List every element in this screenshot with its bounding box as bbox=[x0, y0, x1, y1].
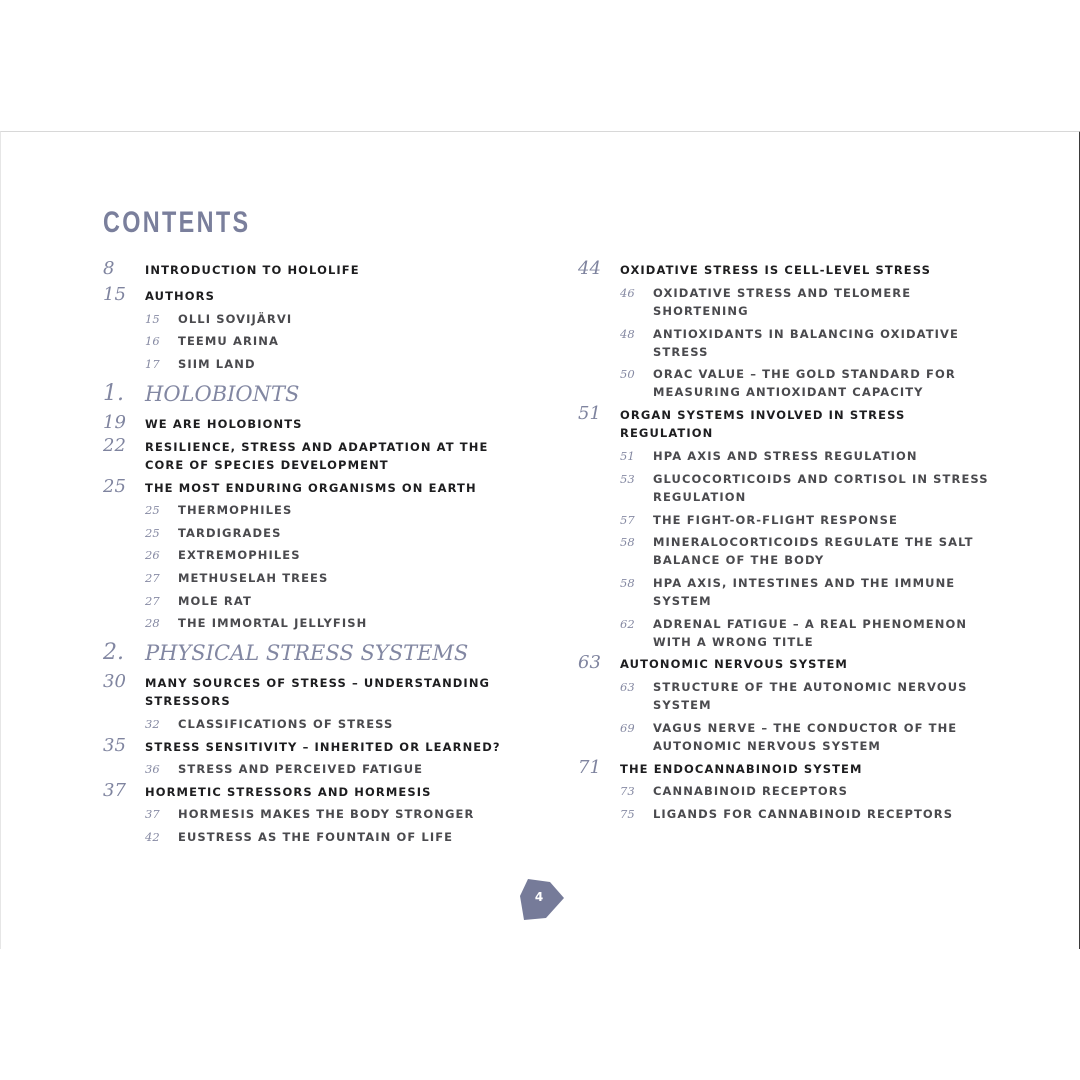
toc-page-number: 63 bbox=[578, 652, 601, 673]
toc-subsection-title[interactable]: METHUSELAH TREES bbox=[178, 571, 329, 585]
toc-chapter-title[interactable]: STRESS SENSITIVITY – INHERITED OR LEARNED? bbox=[145, 740, 501, 754]
toc-page-number: 25 bbox=[103, 476, 126, 497]
toc-chapter-title[interactable]: OXIDATIVE STRESS IS CELL-LEVEL STRESS bbox=[620, 263, 931, 277]
toc-subpage-number: 36 bbox=[145, 762, 160, 776]
toc-subpage-number: 58 bbox=[620, 576, 635, 590]
toc-subsection-title-continued[interactable]: MEASURING ANTIOXIDANT CAPACITY bbox=[653, 385, 924, 399]
toc-subsection-title[interactable]: OLLI SOVIJÄRVI bbox=[178, 312, 293, 326]
toc-subsection-title[interactable]: SIIM LAND bbox=[178, 357, 256, 371]
toc-subsection-title[interactable]: HPA AXIS AND STRESS REGULATION bbox=[653, 449, 918, 463]
toc-part-title[interactable]: PHYSICAL STRESS SYSTEMS bbox=[145, 641, 469, 665]
toc-page-number: 35 bbox=[103, 735, 126, 756]
toc-chapter-title[interactable]: THE MOST ENDURING ORGANISMS ON EARTH bbox=[145, 481, 477, 495]
toc-subpage-number: 62 bbox=[620, 617, 635, 631]
toc-chapter-title[interactable]: HORMETIC STRESSORS AND HORMESIS bbox=[145, 785, 432, 799]
toc-subpage-number: 63 bbox=[620, 680, 635, 694]
toc-chapter-title[interactable]: AUTHORS bbox=[145, 289, 215, 303]
toc-subsection-title[interactable]: CANNABINOID RECEPTORS bbox=[653, 784, 849, 798]
toc-subsection-title[interactable]: LIGANDS FOR CANNABINOID RECEPTORS bbox=[653, 807, 954, 821]
toc-subsection-title-continued[interactable]: STRESS bbox=[653, 345, 709, 359]
toc-subpage-number: 25 bbox=[145, 526, 160, 540]
toc-subpage-number: 48 bbox=[620, 327, 635, 341]
toc-page-number: 44 bbox=[578, 258, 601, 279]
page-title: CONTENTS bbox=[103, 206, 251, 239]
toc-subsection-title[interactable]: TEEMU ARINA bbox=[178, 334, 280, 348]
toc-subpage-number: 58 bbox=[620, 535, 635, 549]
toc-subsection-title-continued[interactable]: SYSTEM bbox=[653, 594, 712, 608]
toc-subpage-number: 51 bbox=[620, 449, 635, 463]
toc-subsection-title[interactable]: ORAC VALUE – THE GOLD STANDARD FOR bbox=[653, 367, 956, 381]
toc-subpage-number: 32 bbox=[145, 717, 160, 731]
toc-part-number: 2. bbox=[103, 640, 124, 665]
toc-subsection-title[interactable]: HPA AXIS, INTESTINES AND THE IMMUNE bbox=[653, 576, 956, 590]
toc-subpage-number: 46 bbox=[620, 286, 635, 300]
toc-subsection-title[interactable]: STRUCTURE OF THE AUTONOMIC NERVOUS bbox=[653, 680, 968, 694]
toc-page-number: 51 bbox=[578, 403, 601, 424]
toc-subsection-title[interactable]: THE FIGHT-OR-FLIGHT RESPONSE bbox=[653, 513, 898, 527]
toc-chapter-title-continued[interactable]: REGULATION bbox=[620, 426, 714, 440]
toc-subpage-number: 25 bbox=[145, 503, 160, 517]
toc-subpage-number: 73 bbox=[620, 784, 635, 798]
toc-subsection-title-continued[interactable]: WITH A WRONG TITLE bbox=[653, 635, 814, 649]
toc-subsection-title[interactable]: STRESS AND PERCEIVED FATIGUE bbox=[178, 762, 424, 776]
toc-subsection-title[interactable]: EXTREMOPHILES bbox=[178, 548, 301, 562]
toc-subpage-number: 28 bbox=[145, 616, 160, 630]
toc-subsection-title-continued[interactable]: REGULATION bbox=[653, 490, 747, 504]
toc-chapter-title[interactable]: ORGAN SYSTEMS INVOLVED IN STRESS bbox=[620, 408, 906, 422]
toc-page-number: 37 bbox=[103, 780, 126, 801]
toc-subsection-title[interactable]: CLASSIFICATIONS OF STRESS bbox=[178, 717, 394, 731]
toc-subpage-number: 57 bbox=[620, 513, 635, 527]
toc-subpage-number: 27 bbox=[145, 571, 160, 585]
toc-chapter-title[interactable]: AUTONOMIC NERVOUS SYSTEM bbox=[620, 657, 848, 671]
toc-chapter-title-continued[interactable]: STRESSORS bbox=[145, 694, 231, 708]
toc-subpage-number: 37 bbox=[145, 807, 160, 821]
toc-subsection-title[interactable]: TARDIGRADES bbox=[178, 526, 282, 540]
toc-page-number: 22 bbox=[103, 435, 126, 456]
toc-subpage-number: 26 bbox=[145, 548, 160, 562]
toc-subpage-number: 17 bbox=[145, 357, 160, 371]
toc-subsection-title[interactable]: VAGUS NERVE – THE CONDUCTOR OF THE bbox=[653, 721, 958, 735]
toc-subsection-title[interactable]: EUSTRESS AS THE FOUNTAIN OF LIFE bbox=[178, 830, 454, 844]
toc-subsection-title[interactable]: OXIDATIVE STRESS AND TELOMERE bbox=[653, 286, 912, 300]
toc-page-number: 30 bbox=[103, 671, 126, 692]
toc-page-number: 15 bbox=[103, 284, 126, 305]
toc-subsection-title[interactable]: ANTIOXIDANTS IN BALANCING OXIDATIVE bbox=[653, 327, 960, 341]
toc-subsection-title[interactable]: MOLE RAT bbox=[178, 594, 252, 608]
toc-chapter-title-continued[interactable]: CORE OF SPECIES DEVELOPMENT bbox=[145, 458, 389, 472]
toc-subsection-title[interactable]: THERMOPHILES bbox=[178, 503, 293, 517]
toc-page-number: 71 bbox=[578, 757, 601, 778]
toc-subsection-title[interactable]: THE IMMORTAL JELLYFISH bbox=[178, 616, 368, 630]
toc-chapter-title[interactable]: INTRODUCTION TO HOLOLIFE bbox=[145, 263, 360, 277]
toc-subsection-title-continued[interactable]: BALANCE OF THE BODY bbox=[653, 553, 825, 567]
toc-subpage-number: 50 bbox=[620, 367, 635, 381]
toc-subpage-number: 16 bbox=[145, 334, 160, 348]
page-number: 4 bbox=[534, 890, 544, 904]
toc-chapter-title[interactable]: THE ENDOCANNABINOID SYSTEM bbox=[620, 762, 863, 776]
toc-subsection-title[interactable]: MINERALOCORTICOIDS REGULATE THE SALT bbox=[653, 535, 974, 549]
toc-subsection-title[interactable]: HORMESIS MAKES THE BODY STRONGER bbox=[178, 807, 475, 821]
toc-part-number: 1. bbox=[103, 381, 124, 406]
toc-subsection-title-continued[interactable]: AUTONOMIC NERVOUS SYSTEM bbox=[653, 739, 881, 753]
toc-subsection-title-continued[interactable]: SYSTEM bbox=[653, 698, 712, 712]
toc-chapter-title[interactable]: MANY SOURCES OF STRESS – UNDERSTANDING bbox=[145, 676, 491, 690]
toc-subpage-number: 15 bbox=[145, 312, 160, 326]
toc-subsection-title[interactable]: GLUCOCORTICOIDS AND CORTISOL IN STRESS bbox=[653, 472, 989, 486]
page-number-badge bbox=[520, 876, 566, 924]
toc-subpage-number: 69 bbox=[620, 721, 635, 735]
toc-chapter-title[interactable]: WE ARE HOLOBIONTS bbox=[145, 417, 303, 431]
toc-subpage-number: 27 bbox=[145, 594, 160, 608]
toc-subpage-number: 53 bbox=[620, 472, 635, 486]
toc-subsection-title-continued[interactable]: SHORTENING bbox=[653, 304, 749, 318]
toc-subsection-title[interactable]: ADRENAL FATIGUE – A REAL PHENOMENON bbox=[653, 617, 968, 631]
toc-chapter-title[interactable]: RESILIENCE, STRESS AND ADAPTATION AT THE bbox=[145, 440, 489, 454]
toc-page-number: 8 bbox=[103, 258, 115, 279]
toc-page-number: 19 bbox=[103, 412, 126, 433]
toc-part-title[interactable]: HOLOBIONTS bbox=[145, 382, 300, 406]
toc-subpage-number: 42 bbox=[145, 830, 160, 844]
toc-subpage-number: 75 bbox=[620, 807, 635, 821]
